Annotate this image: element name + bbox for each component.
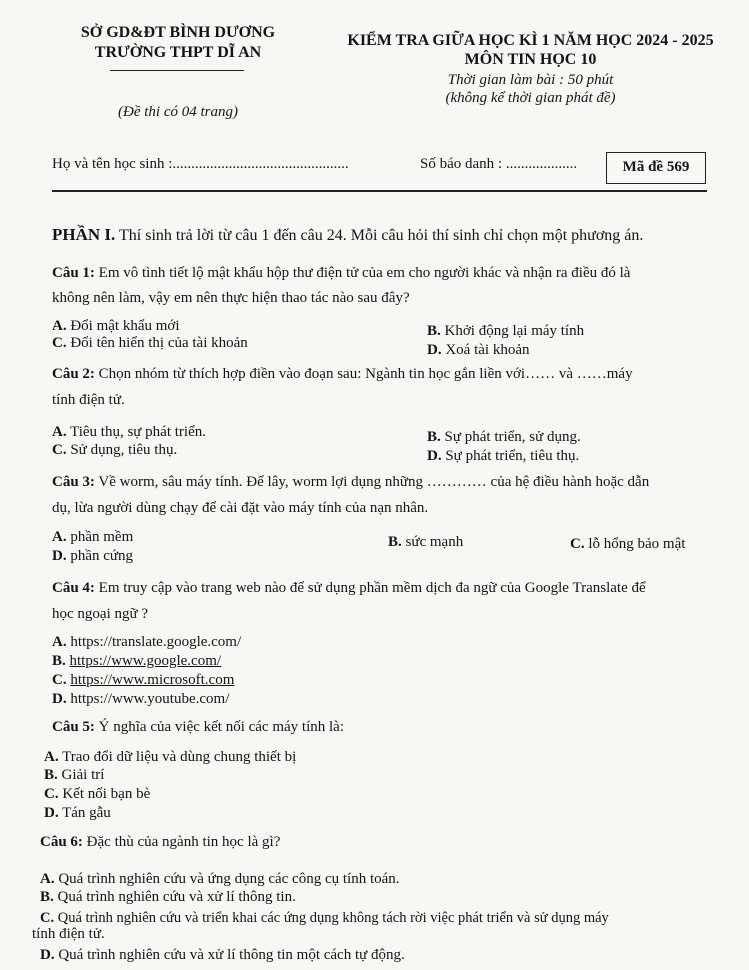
question-5 (52, 719, 344, 736)
option-a: A. Đổi mật khẩu mới (52, 318, 180, 334)
question-4 (52, 580, 646, 597)
option-a: A. Trao đổi dữ liệu và dùng chung thiết bị (44, 749, 297, 765)
option-c: C. https://www.microsoft.com (52, 672, 235, 688)
exam-duration: Thời gian làm bài : 50 phút (447, 72, 614, 88)
part-label: PHẦN I. (52, 225, 116, 244)
student-id-field: Số báo danh : ................... (420, 156, 578, 172)
question-text: Ý nghĩa của việc kết nối các máy tính là: (98, 719, 344, 735)
option-d: D. Tán gẫu (44, 805, 111, 821)
option-d: D. Quá trình nghiên cứu và xử lí thông tin một cách tự động. (40, 947, 405, 963)
question-label: Câu 1: (52, 265, 95, 281)
question-text: Về worm, sâu máy tính. Để lây, worm lợi dụng những ………… của hệ điều hành hoặc dẫn (98, 474, 650, 490)
option-b: B. Quá trình nghiên cứu và xử lí thông tin. (40, 889, 296, 905)
option-b: B. sức mạnh (388, 534, 464, 550)
option-c: C. Quá trình nghiên cứu và triển khai các ứng dụng không tách rời việc phát triển và sử dụng máy (40, 910, 609, 926)
school-underline (110, 70, 244, 71)
link-google[interactable]: https://www.google.com/ (69, 653, 222, 669)
question-text: Em truy cập vào trang web nào để sử dụng phần mềm dịch đa ngữ của Google Translate để (98, 580, 646, 596)
option-d: D. phần cứng (52, 548, 134, 564)
question-2 (52, 366, 633, 383)
option-a: A. https://translate.google.com/ (52, 634, 242, 650)
option-d: D. Sự phát triển, tiêu thụ. (427, 448, 580, 464)
question-label: Câu 2: (52, 366, 95, 382)
question-label: Câu 4: (52, 580, 95, 596)
option-b: B. Giải trí (44, 767, 105, 783)
question-text-cont: dụ, lừa người dùng chạy để cài đặt vào máy tính của nạn nhân. (52, 500, 429, 516)
question-3 (52, 474, 649, 491)
header-divider (52, 190, 707, 192)
exam-code: Mã đề 569 (622, 159, 690, 175)
question-text: Đặc thù của ngành tin học là gì? (86, 834, 281, 850)
option-a: A. Tiêu thụ, sự phát triển. (52, 424, 206, 440)
option-a: A. Quá trình nghiên cứu và ứng dụng các công cụ tính toán. (40, 871, 400, 887)
question-label: Câu 3: (52, 474, 95, 490)
page-count-note: (Đề thi có 04 trang) (118, 104, 238, 120)
exam-duration-note: (không kể thời gian phát đề) (445, 90, 616, 106)
option-a: A. phần mềm (52, 529, 134, 545)
question-1 (52, 265, 630, 282)
option-c-cont: tính điện tử. (32, 926, 105, 942)
question-text-cont: tính điện tử. (52, 392, 125, 408)
exam-title: KIỂM TRA GIỮA HỌC KÌ 1 NĂM HỌC 2024 - 2025 (347, 32, 714, 49)
option-c: C. Đổi tên hiển thị của tài khoản (52, 335, 248, 351)
option-b: B. Sự phát triển, sử dụng. (427, 429, 581, 445)
option-c: C. lỗ hổng bảo mật (570, 536, 686, 552)
option-b: B. https://www.google.com/ (52, 653, 222, 669)
option-b: B. Khởi động lại máy tính (427, 323, 585, 339)
school-name: TRƯỜNG THPT DĨ AN (94, 44, 262, 61)
question-label: Câu 5: (52, 719, 95, 735)
question-text: Chọn nhóm từ thích hợp điền vào đoạn sau: Ngành tin học gắn liền với…… và ……máy (98, 366, 633, 382)
option-d: D. Xoá tài khoản (427, 342, 530, 358)
question-label: Câu 6: (40, 834, 83, 850)
question-text: Em vô tình tiết lộ mật khẩu hộp thư điện tử của em cho người khác và nhận ra điều đó là (98, 265, 631, 281)
question-text-cont: học ngoại ngữ ? (52, 606, 149, 622)
student-name-field: Họ và tên học sinh :............................................... (52, 156, 349, 172)
exam-code-box (606, 152, 706, 184)
part-instructions: Thí sinh trả lời từ câu 1 đến câu 24. Mỗi câu hỏi thí sinh chỉ chọn một phương án. (119, 227, 644, 244)
option-d: D. https://www.youtube.com/ (52, 691, 230, 707)
option-c: C. Sử dụng, tiêu thụ. (52, 442, 178, 458)
question-6 (40, 834, 280, 851)
part-heading (52, 225, 643, 245)
department-name: SỞ GD&ĐT BÌNH DƯƠNG (80, 24, 276, 41)
option-c: C. Kết nối bạn bè (44, 786, 151, 802)
question-text-cont: không nên làm, vậy em nên thực hiện thao tác nào sau đây? (52, 290, 410, 306)
link-microsoft[interactable]: https://www.microsoft.com (70, 672, 235, 688)
subject-title: MÔN TIN HỌC 10 (464, 51, 597, 68)
